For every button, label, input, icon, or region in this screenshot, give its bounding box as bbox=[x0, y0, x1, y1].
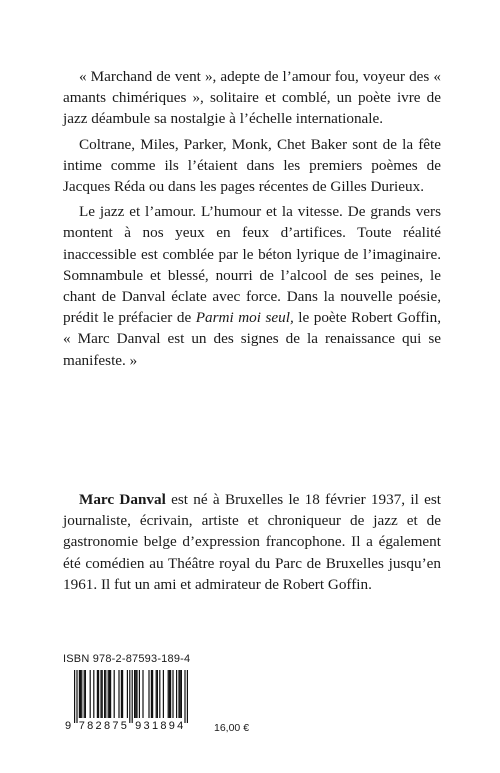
barcode-bar bbox=[163, 670, 164, 718]
barcode-bar bbox=[170, 670, 171, 718]
barcode-bar bbox=[108, 670, 109, 718]
barcode-bar bbox=[93, 670, 94, 718]
barcode-digit: 9 bbox=[168, 720, 175, 730]
barcode-bar bbox=[132, 670, 133, 723]
barcode bbox=[63, 670, 193, 730]
barcode-bar bbox=[159, 670, 160, 718]
barcode-bar bbox=[156, 670, 157, 718]
barcode-bar bbox=[184, 670, 185, 723]
barcode-bar bbox=[85, 670, 86, 718]
author-bio-text: est né à Bruxelles le 18 février 1937, il est journaliste, écrivain, artiste et chroniqueur de jazz et de gastronomie belge d’expression francophone. Il a également été comédien au Théâtre royal du Parc de Bruxelles jusqu’en 1961. Il fut un ami et admirateur de Robert Goffin. bbox=[63, 491, 441, 593]
barcode-bar bbox=[176, 670, 177, 718]
barcode-digits bbox=[65, 720, 183, 730]
barcode-bar bbox=[178, 670, 179, 718]
barcode-bar bbox=[74, 670, 75, 723]
barcode-digit: 2 bbox=[95, 720, 102, 730]
barcode-bars bbox=[74, 670, 188, 723]
barcode-bar bbox=[157, 670, 158, 718]
barcode-bar bbox=[109, 670, 110, 718]
barcode-digit: 7 bbox=[112, 720, 119, 730]
barcode-bar bbox=[122, 670, 123, 718]
barcode-bar bbox=[136, 670, 137, 718]
barcode-bar bbox=[100, 670, 101, 718]
barcode-digit: 9 bbox=[135, 720, 142, 730]
blurb-paragraph-3-end: le poète Robert Goffin, « Marc Danval est un des signes de la renaissance qui se manifeste. » bbox=[63, 309, 442, 369]
barcode-digit: 1 bbox=[151, 720, 159, 730]
barcode-digit: 8 bbox=[87, 720, 94, 730]
book-blurb bbox=[63, 66, 441, 375]
barcode-bar bbox=[81, 670, 82, 718]
barcode-bar bbox=[97, 670, 98, 718]
barcode-bar bbox=[135, 670, 136, 718]
barcode-bar bbox=[90, 670, 91, 718]
barcode-bar bbox=[121, 670, 122, 718]
barcode-digit: 8 bbox=[103, 720, 111, 730]
author-name: Marc Danval bbox=[79, 491, 166, 508]
barcode-digit: 5 bbox=[120, 720, 127, 730]
price: 16,00 € bbox=[214, 722, 250, 734]
barcode-bar bbox=[80, 670, 81, 718]
barcode-bar bbox=[139, 670, 140, 718]
barcode-bar bbox=[152, 670, 153, 718]
barcode-bar bbox=[114, 670, 115, 718]
barcode-bar bbox=[110, 670, 111, 718]
barcode-bar bbox=[172, 670, 173, 718]
barcode-bar bbox=[79, 670, 80, 718]
blurb-paragraph-1: « Marchand de vent », adepte de l’amour fou, voyeur des « amants chimériques », solitaire et comblé, un poète ivre de jazz déambule sa nostalgie à l’échelle internationale. bbox=[63, 68, 441, 128]
barcode-digit: 8 bbox=[160, 720, 167, 730]
preface-book-title: Parmi moi seul, bbox=[195, 309, 294, 327]
barcode-bar bbox=[118, 670, 119, 718]
barcode-bar bbox=[181, 670, 182, 718]
barcode-bar bbox=[98, 670, 99, 718]
isbn-label: ISBN 978-2-87593-189-4 bbox=[63, 653, 191, 665]
barcode-bar bbox=[134, 670, 135, 718]
barcode-bar bbox=[168, 670, 169, 718]
barcode-bar bbox=[142, 670, 143, 718]
author-bio bbox=[63, 489, 441, 595]
barcode-graphic bbox=[63, 670, 193, 730]
barcode-bar bbox=[169, 670, 170, 718]
barcode-bar bbox=[151, 670, 152, 718]
barcode-bar bbox=[104, 670, 105, 718]
barcode-bar bbox=[187, 670, 188, 723]
barcode-digit: 3 bbox=[143, 720, 150, 730]
blurb-paragraph-3-text: Le jazz et l’amour. L’humour et la vitesse. De grands vers montent à nos yeux en feux d’artifices. Toute réalité inaccessible est comblée par le béton lyrique de l’imaginaire. Somnambule et blessé, nourri de l’alcool de ses peines, le chant de Danval éclate avec force. Dans la nouvelle poésie, prédit le préfacier de bbox=[63, 203, 441, 327]
barcode-bar bbox=[127, 670, 128, 718]
barcode-bar bbox=[105, 670, 106, 718]
barcode-bar bbox=[76, 670, 77, 723]
barcode-digit: 9 bbox=[64, 720, 72, 730]
author-bio-paragraph bbox=[63, 489, 441, 595]
barcode-bar bbox=[180, 670, 181, 718]
blurb-paragraph-3 bbox=[63, 201, 441, 371]
barcode-bar bbox=[148, 670, 149, 718]
blurb-paragraph-2: Coltrane, Miles, Parker, Monk, Chet Baker sont de la fête intime comme ils l’étaient dans les premiers poèmes de Jacques Réda ou dans les pages récentes de Gilles Durieux. bbox=[63, 135, 441, 196]
barcode-digit: 7 bbox=[78, 720, 85, 730]
barcode-digit: 4 bbox=[177, 720, 184, 730]
barcode-bar bbox=[102, 670, 103, 718]
barcode-bar bbox=[129, 670, 130, 723]
barcode-bar bbox=[84, 670, 85, 718]
